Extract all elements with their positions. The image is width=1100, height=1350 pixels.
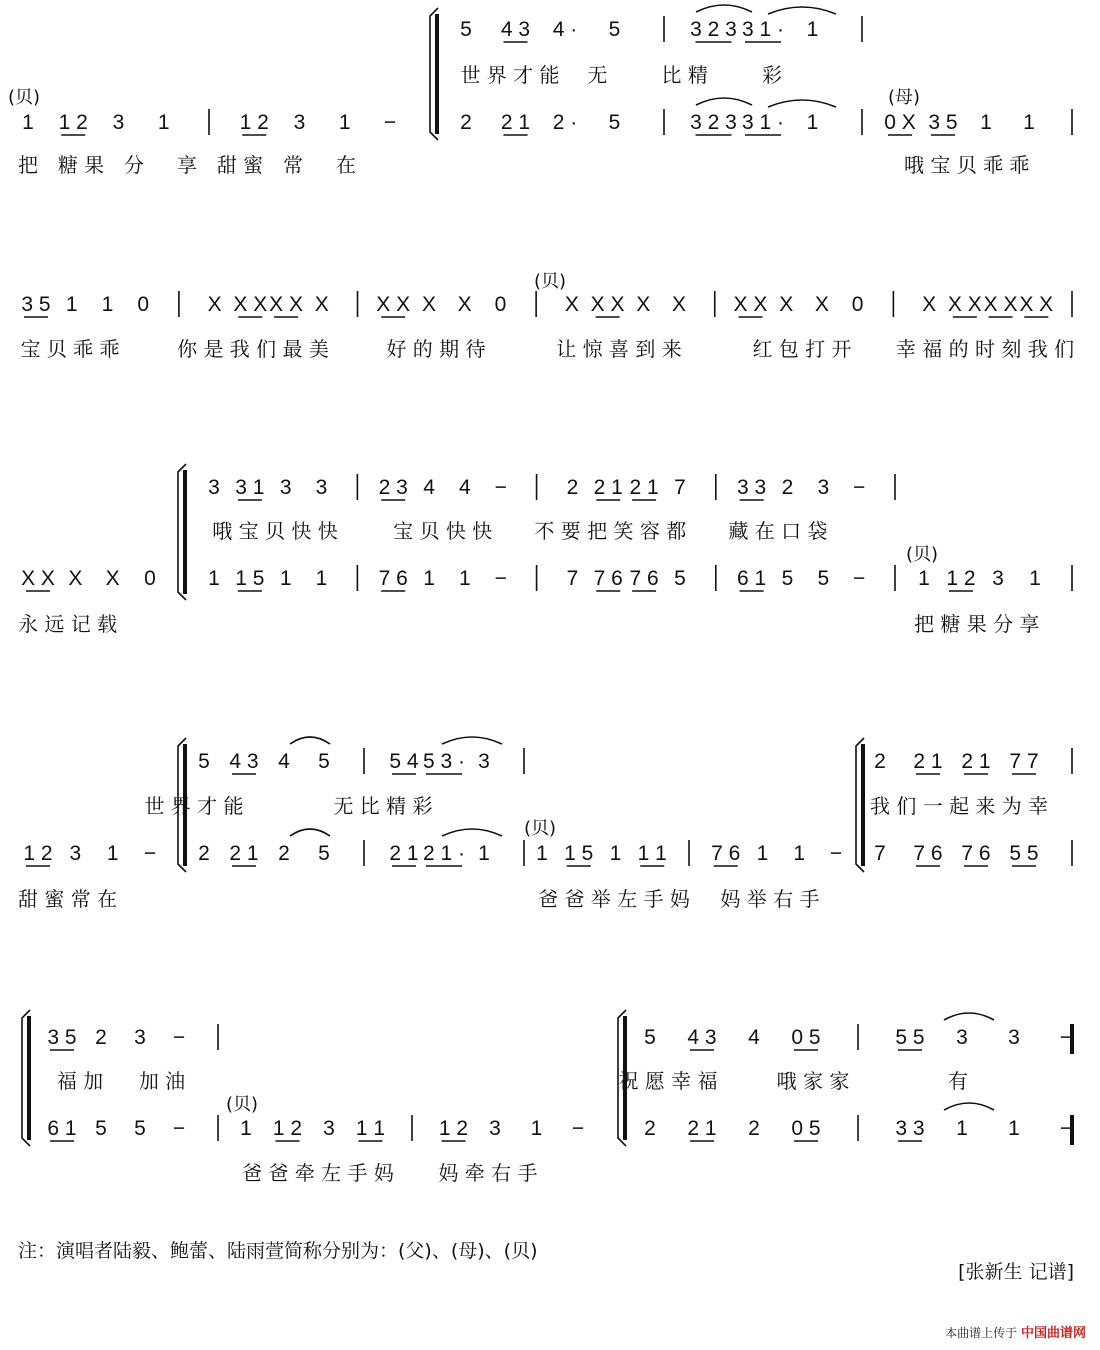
row1-top-lyric: 无 <box>587 63 608 87</box>
row2-lyric: 你 是 我 们 最 美 <box>177 337 329 361</box>
row1-left-note: 1 <box>338 111 351 134</box>
row3-bottom-note: 1 <box>208 567 220 590</box>
row4-bottom-note: 2 <box>278 842 290 865</box>
row4-bottom2-note: 7 6 <box>961 842 991 865</box>
row1-top-lyric: 彩 <box>762 63 782 87</box>
row5-bottom2-note: 1 <box>1008 1117 1020 1140</box>
row2-note: 0 <box>851 293 864 316</box>
row5-top2-note: 5 5 <box>895 1026 925 1049</box>
row5-top-lyric: 福 加 <box>56 1069 104 1093</box>
row3-bottom-note: 7 6 <box>593 567 623 590</box>
row5-top2-note: 4 3 <box>687 1026 717 1049</box>
row5-mid-note: 1 1 <box>355 1117 386 1140</box>
row5-top2-lyric: 有 <box>948 1069 968 1093</box>
row4-mid-note: 7 6 <box>711 842 741 865</box>
row4-mid-note: 1 <box>536 842 548 865</box>
row1-mid-tie <box>768 100 836 107</box>
row4-top2-note: 2 1 <box>913 750 943 773</box>
row5-top-note: 2 <box>95 1026 107 1049</box>
row3-top-note: 4 <box>423 476 435 499</box>
singer-label-bei-row3: (贝) <box>906 544 939 565</box>
row4-mid-note: 1 <box>793 842 806 865</box>
row2-note: X <box>207 293 222 316</box>
row3-top-lyric: 宝 贝 快 快 <box>393 519 493 543</box>
row1-left-note: 3 <box>293 111 306 134</box>
row1-right-note: 2 <box>460 111 472 134</box>
row1-left-note: 1 2 <box>58 111 88 134</box>
row5-top2-lyric: 祝 愿 幸 福 <box>618 1069 718 1093</box>
row4-top-note: 3 <box>478 750 490 773</box>
row1-left-note: 1 <box>22 111 34 134</box>
row3-left-note: X <box>105 567 120 590</box>
row4-mid-note: 1 <box>756 842 769 865</box>
row2-note: X X <box>947 293 982 316</box>
row1-left-lyric: 把 <box>18 153 38 177</box>
row1-left-lyric: 甜 蜜 <box>216 153 264 177</box>
singer-label-bei-row5: (贝) <box>226 1094 259 1115</box>
row3-top-lyric: 藏 在 口 袋 <box>728 519 828 543</box>
row1-left-note: − <box>383 111 397 134</box>
row5-bottom-note: − <box>172 1117 186 1140</box>
row2-note: X X <box>233 293 268 316</box>
row3-top-note: 2 1 <box>629 476 659 499</box>
row3-bottom-note: 5 <box>674 567 686 590</box>
row3-top-note: 3 1 <box>235 476 265 499</box>
row2-note: X <box>636 293 651 316</box>
row1-tail-note: 1 <box>980 111 992 134</box>
row4-top-note: 4 3 <box>229 750 259 773</box>
row5-top2-note: 4 <box>748 1026 760 1049</box>
row5-top2-tie <box>944 1013 994 1020</box>
row5-mid-note: 1 2 <box>438 1117 469 1140</box>
singer-label-bei-row4: (贝) <box>524 818 557 839</box>
row4-top2-note: 2 <box>874 750 886 773</box>
row1-top-lyric: 世 界 才 能 <box>460 63 560 87</box>
row5-mid-note: − <box>571 1117 585 1140</box>
row3-bottom-note: − <box>853 567 866 590</box>
row3-top-note: 4 <box>459 476 471 499</box>
row5-top2-note: 5 <box>644 1026 656 1049</box>
row1-right-note: 2 1 <box>500 111 531 134</box>
row3-bottom-note: − <box>494 567 507 590</box>
row5-top2-note: 0 5 <box>791 1026 821 1049</box>
row3-top-lyric: 不 要 把 笑 容 都 <box>534 519 687 543</box>
row4-top2-note: 2 1 <box>961 750 991 773</box>
row1-top-note: 5 <box>608 18 621 41</box>
row3-top-note: 3 <box>279 476 292 499</box>
row4-top-note: 5 3 · <box>422 750 466 773</box>
row5-bottom2-note: 0 5 <box>791 1117 821 1140</box>
row1-top-note: 4 3 <box>500 18 531 41</box>
row4-bottom2-note: 5 5 <box>1009 842 1039 865</box>
row2-note: X <box>314 293 329 316</box>
row4-top-slur <box>290 737 330 744</box>
row5-mid-lyric: 妈 牵 右 手 <box>438 1161 538 1185</box>
row5-top-note: 3 5 <box>47 1026 77 1049</box>
row4-bottom2-note: 7 <box>874 842 886 865</box>
row3-top-note: 2 3 <box>378 476 408 499</box>
row2-note: X X <box>733 293 768 316</box>
row2-lyric: 幸 福 的 时 刻 我 们 <box>895 337 1075 361</box>
row2-note: X X <box>590 293 625 316</box>
row2-note: X X <box>1019 293 1054 316</box>
row2-lyric: 让 惊 喜 到 来 <box>556 337 682 361</box>
row2-lyric: 红 包 打 开 <box>752 337 852 361</box>
row4-bottom2-note: 7 6 <box>913 842 943 865</box>
transcriber-credit: [张新生 记谱] <box>958 1261 1074 1283</box>
row1-tail-lyric: 哦 宝 贝 乖 乖 <box>904 153 1030 177</box>
row3-top-note: 2 1 <box>593 476 623 499</box>
row1-right-note: 2 · <box>552 111 578 134</box>
row4-mid-note: 1 1 <box>637 842 667 865</box>
row4-left-note: − <box>143 842 157 865</box>
row4-bottom-note: 2 1 <box>229 842 259 865</box>
row4-left-note: 1 2 <box>23 842 53 865</box>
row5-top-note: − <box>172 1026 186 1049</box>
row3-bottom-note: 7 <box>566 567 579 590</box>
row4-top-tie <box>442 737 502 744</box>
row4-mid-lyric: 爸 爸 举 左 手 妈 <box>538 887 690 911</box>
row1-top-note: 3 2 3 <box>690 18 737 41</box>
row4-left-lyric: 甜 蜜 常 在 <box>18 887 118 911</box>
row2-note: X <box>922 293 937 316</box>
row2-note: X <box>672 293 687 316</box>
footnote-singers: 注：演唱者陆毅、鲍蕾、陆雨萱简称分别为：(父)、(母)、(贝) <box>18 1240 538 1262</box>
row4-mid-lyric: 妈 举 右 手 <box>720 887 820 911</box>
row1-left-lyric: 常 <box>283 153 303 177</box>
row3-top-note: 2 <box>781 476 794 499</box>
row5-mid-note: 1 <box>240 1117 252 1140</box>
row1-left-note: 1 2 <box>239 111 269 134</box>
row5-mid-note: 3 <box>323 1117 335 1140</box>
row3-tail-note: 1 <box>918 567 930 590</box>
row5-top2-lyric: 哦 家 家 <box>776 1069 850 1093</box>
row4-top-note: 5 <box>198 750 210 773</box>
row1-tail-note: 1 <box>1023 111 1035 134</box>
singer-label-bei-row2: (贝) <box>534 271 567 292</box>
row3-top-lyric: 哦 宝 贝 快 快 <box>212 519 338 543</box>
row5-bottom2-note: 2 1 <box>687 1117 717 1140</box>
row4-top-note: 4 <box>278 750 290 773</box>
row5-bottom2-note: 1 <box>956 1117 968 1140</box>
row1-top-slur <box>696 5 752 12</box>
row2-note: X X <box>269 293 303 316</box>
row3-tail-note: 1 2 <box>946 567 976 590</box>
singer-label-mu: (母) <box>888 87 921 108</box>
row1-left-lyric: 享 <box>177 153 197 177</box>
row4-top-lyric: 世 界 才 能 <box>144 794 244 818</box>
row1-left-lyric: 分 <box>124 153 144 177</box>
row3-top-note: 3 <box>315 476 328 499</box>
row3-left-note: X <box>68 567 83 590</box>
row4-bottom-note: 5 <box>318 842 330 865</box>
upload-watermark <box>945 1322 1086 1341</box>
row5-top2-note: − <box>1059 1026 1073 1049</box>
row5-top2-note: 3 <box>1008 1026 1020 1049</box>
row5-top2-note: 3 <box>956 1026 968 1049</box>
row1-top-tie <box>768 7 836 14</box>
row2-note: X <box>421 293 436 316</box>
row2-note: X X <box>376 293 411 316</box>
row3-bottom-note: 6 1 <box>737 567 767 590</box>
row4-mid-note: − <box>829 842 843 865</box>
row2-lyric: 宝 贝 乖 乖 <box>20 337 120 361</box>
row3-tail-note: 1 <box>1029 567 1041 590</box>
row5-bottom2-note: − <box>1059 1117 1073 1140</box>
row3-bottom-note: 7 6 <box>378 567 408 590</box>
row2-note: 0 <box>494 293 507 316</box>
row3-bottom-note: 1 5 <box>235 567 265 590</box>
row2-note: X <box>564 293 579 316</box>
row2-note: 3 5 <box>21 293 51 316</box>
row4-bottom-note: 2 1 <box>389 842 419 865</box>
row5-bottom2-note: 2 <box>748 1117 760 1140</box>
row1-right-note: 5 <box>608 111 621 134</box>
row1-right-note: 1 <box>806 111 819 134</box>
row5-bottom2-tie <box>944 1103 994 1110</box>
row3-left-lyric: 永 远 记 载 <box>18 612 118 636</box>
row5-bottom-note: 5 <box>95 1117 107 1140</box>
row5-mid-lyric: 爸 爸 牵 左 手 妈 <box>242 1161 394 1185</box>
row4-bottom-note: 1 <box>478 842 490 865</box>
row2-note: X X <box>983 293 1018 316</box>
row4-bottom-note: 2 1 · <box>422 842 466 865</box>
row3-bottom-note: 5 <box>817 567 830 590</box>
row3-bottom-note: 1 <box>279 567 292 590</box>
row2-note: X <box>779 293 794 316</box>
row5-top-lyric: 加 油 <box>138 1069 186 1093</box>
row1-right-note: 3 1 · <box>741 111 785 134</box>
row3-top-note: 3 <box>208 476 220 499</box>
row2-note: 1 <box>101 293 114 316</box>
row2-lyric: 好 的 期 待 <box>386 337 486 361</box>
row2-note: X <box>814 293 829 316</box>
row4-top2-lyric: 我 们 一 起 来 为 幸 <box>870 794 1049 818</box>
row3-tail-lyric: 把 糖 果 分 享 <box>914 612 1040 636</box>
row2-note: 1 <box>65 293 78 316</box>
singer-label-bei: (贝) <box>8 87 41 108</box>
row3-bottom-note: 1 <box>423 567 435 590</box>
row5-bottom2-note: 2 <box>644 1117 656 1140</box>
row4-left-note: 1 <box>106 842 119 865</box>
row3-tail-note: 3 <box>992 567 1004 590</box>
row3-top-note: 3 3 <box>737 476 767 499</box>
row5-bottom-note: 5 <box>134 1117 146 1140</box>
row3-left-note: X X <box>21 567 55 590</box>
row1-left-lyric: 在 <box>336 153 356 177</box>
row1-tail-note: 3 5 <box>928 111 958 134</box>
row1-mid-slur <box>696 98 752 105</box>
row1-top-note: 5 <box>460 18 472 41</box>
row4-mid-note: 1 5 <box>564 842 594 865</box>
row3-top-note: 7 <box>674 476 686 499</box>
row1-top-note: 4 · <box>552 18 578 41</box>
row3-bottom-note: 7 6 <box>629 567 659 590</box>
row2-note: X <box>457 293 472 316</box>
row4-left-note: 3 <box>69 842 82 865</box>
row5-bottom2-note: 3 3 <box>895 1117 925 1140</box>
row2-note: 0 <box>137 293 150 316</box>
row1-top-note: 3 1 · <box>741 18 785 41</box>
row3-bottom-note: 5 <box>781 567 794 590</box>
row1-tail-note: 0 X <box>884 111 916 134</box>
row5-mid-note: 1 2 <box>272 1117 303 1140</box>
row3-left-note: 0 <box>144 567 156 590</box>
row1-left-note: 1 <box>157 111 170 134</box>
row3-top-note: 2 <box>566 476 579 499</box>
watermark-prefix: 本曲谱上传于 <box>945 1326 1018 1340</box>
row5-bottom-note: 6 1 <box>47 1117 77 1140</box>
row3-bottom-note: 1 <box>315 567 328 590</box>
row4-top-note: 5 <box>318 750 330 773</box>
row4-bottom-note: 2 <box>198 842 210 865</box>
row4-top-lyric: 无 比 精 彩 <box>333 794 433 818</box>
row5-mid-note: 3 <box>489 1117 501 1140</box>
row1-left-note: 3 <box>112 111 125 134</box>
row4-bottom-tie <box>442 829 502 836</box>
row4-bottom-slur <box>290 829 330 836</box>
row1-left-lyric: 糖 果 <box>57 153 105 177</box>
watermark-brand-logo: 中国曲谱网 <box>1020 1326 1086 1341</box>
row1-top-lyric: 比 精 <box>661 63 708 87</box>
row1-right-note: 3 2 3 <box>690 111 737 134</box>
row5-top-note: 3 <box>134 1026 146 1049</box>
row4-top-note: 5 4 <box>389 750 419 773</box>
row4-top2-note: 7 7 <box>1009 750 1039 773</box>
row3-top-note: 3 <box>817 476 830 499</box>
row3-top-note: − <box>853 476 866 499</box>
row3-top-note: − <box>494 476 507 499</box>
row5-mid-note: 1 <box>530 1117 543 1140</box>
row3-bottom-note: 1 <box>459 567 471 590</box>
row4-mid-note: 1 <box>609 842 622 865</box>
row1-top-note: 1 <box>806 18 819 41</box>
